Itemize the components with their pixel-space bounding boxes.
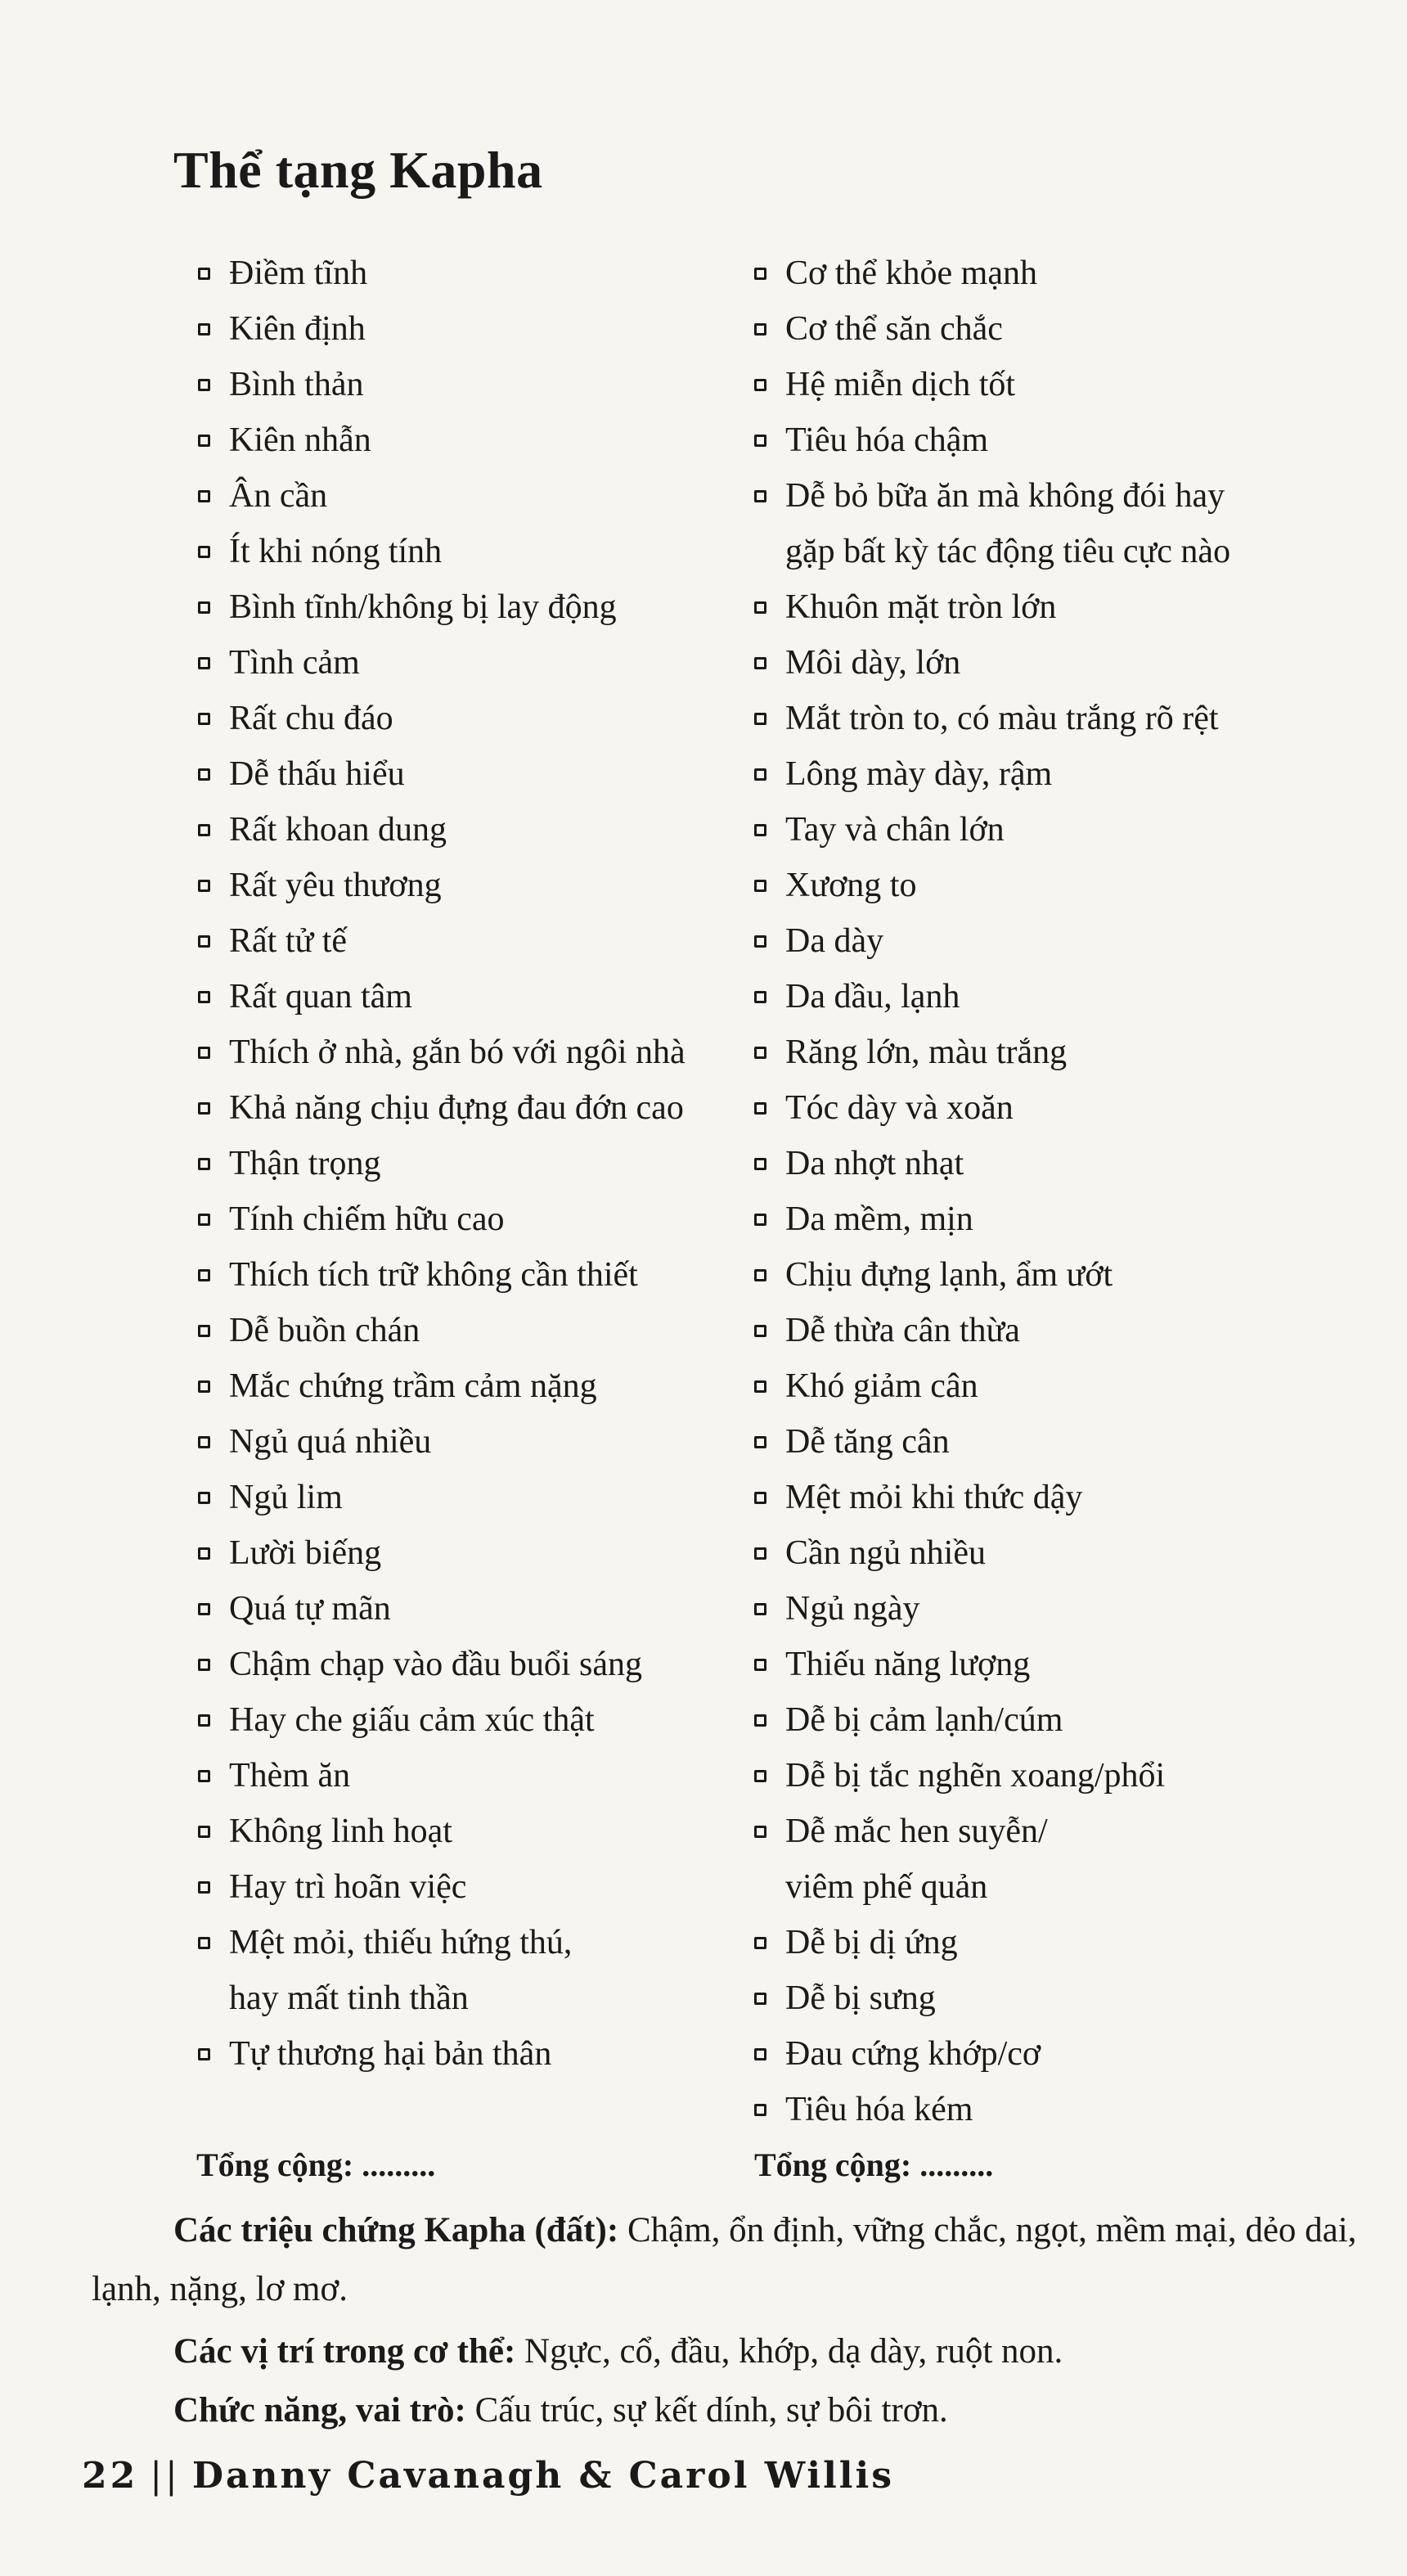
- left-checklist-item: [196, 468, 736, 524]
- checkbox-icon[interactable]: [198, 601, 210, 614]
- checklist-item-label: Dễ tăng cân: [785, 1423, 950, 1461]
- checklist-item-label: Điềm tĩnh: [229, 254, 368, 292]
- checklist-item-label: Dễ thấu hiểu: [229, 755, 405, 793]
- left-checklist-item: [196, 1025, 736, 1080]
- right-checklist-item: [753, 1915, 1325, 1970]
- checklist-item-label: Dễ bỏ bữa ăn mà không đói hay: [785, 477, 1225, 515]
- checkbox-icon[interactable]: [754, 1770, 766, 1782]
- checkbox-icon[interactable]: [754, 1158, 766, 1170]
- checklist-item-label: gặp bất kỳ tác động tiêu cực nào: [785, 533, 1231, 570]
- checklist-item-label: Thèm ăn: [229, 1757, 351, 1795]
- checkbox-icon[interactable]: [198, 379, 210, 391]
- right-checklist-item: [753, 2026, 1325, 2082]
- checklist-item-label: Kiên định: [229, 310, 366, 348]
- checkbox-icon[interactable]: [198, 1881, 210, 1894]
- left-checklist-item: [196, 1859, 736, 1915]
- checkbox-icon[interactable]: [198, 1102, 210, 1115]
- checklist-item-label: viêm phế quản: [785, 1868, 988, 1906]
- left-checklist-item: [196, 1970, 736, 2026]
- checkbox-icon[interactable]: [198, 1047, 210, 1059]
- checkbox-icon[interactable]: [754, 379, 766, 391]
- checklist-item-label: Da mềm, mịn: [785, 1200, 973, 1238]
- checkbox-icon[interactable]: [754, 601, 766, 614]
- checkbox-icon[interactable]: [754, 1937, 766, 1949]
- checkbox-icon[interactable]: [754, 1102, 766, 1115]
- checkbox-icon[interactable]: [754, 1269, 766, 1281]
- checkbox-icon[interactable]: [754, 935, 766, 948]
- checkbox-icon[interactable]: [754, 2048, 766, 2060]
- checkbox-icon[interactable]: [754, 2104, 766, 2116]
- checkbox-icon[interactable]: [754, 657, 766, 669]
- checklist-item-label: Thích tích trữ không cần thiết: [229, 1256, 638, 1294]
- checklist-item-label: Bình tĩnh/không bị lay động: [229, 588, 617, 626]
- right-checklist-item: [753, 524, 1325, 579]
- checklist-item-label: Kiên nhẫn: [229, 421, 371, 459]
- body-locations-label: Các vị trí trong cơ thể:: [173, 2332, 516, 2371]
- checkbox-icon[interactable]: [754, 1492, 766, 1504]
- body-locations-text: Ngực, cổ, đầu, khớp, dạ dày, ruột non.: [515, 2332, 1063, 2371]
- checklist-item-label: Ngủ ngày: [785, 1590, 920, 1628]
- checklist-item-label: Tình cảm: [229, 644, 360, 682]
- checklist-item-label: Quá tự mãn: [229, 1590, 391, 1628]
- checklist-item-label: Hay trì hoãn việc: [229, 1868, 467, 1906]
- checkbox-icon[interactable]: [198, 657, 210, 669]
- checklist-item-label: Dễ buồn chán: [229, 1312, 420, 1349]
- checklist-item-label: Khuôn mặt tròn lớn: [785, 588, 1057, 626]
- checklist-item-label: Khả năng chịu đựng đau đớn cao: [229, 1089, 684, 1127]
- right-checklist-item: [753, 579, 1325, 635]
- right-checklist-item: [753, 2082, 1325, 2137]
- checkbox-icon[interactable]: [754, 880, 766, 892]
- right-checklist-item: [753, 1859, 1325, 1915]
- checklist-item-label: Rất chu đáo: [229, 700, 393, 737]
- checklist-item-label: Mệt mỏi, thiếu hứng thú,: [229, 1924, 573, 1961]
- left-checklist-item: [196, 1080, 736, 1136]
- checklist-item-label: Da dày: [785, 922, 884, 960]
- checkbox-icon[interactable]: [754, 435, 766, 447]
- right-checklist-item: [753, 301, 1325, 357]
- checklist-item-label: Da dầu, lạnh: [785, 978, 960, 1016]
- checklist-item-label: Dễ bị tắc nghẽn xoang/phổi: [785, 1757, 1166, 1795]
- left-checklist-item: [196, 579, 736, 635]
- checkbox-icon[interactable]: [198, 1826, 210, 1838]
- right-checklist-item: [753, 245, 1325, 301]
- function-text: Cấu trúc, sự kết dính, sự bôi trơn.: [465, 2391, 948, 2430]
- checkbox-icon[interactable]: [198, 880, 210, 892]
- checkbox-icon[interactable]: [198, 435, 210, 447]
- checkbox-icon[interactable]: [198, 1770, 210, 1782]
- checklist-item-label: Cần ngủ nhiều: [785, 1534, 986, 1572]
- left-checklist-item: [196, 2026, 736, 2082]
- right-checklist-item: [753, 1748, 1325, 1804]
- checklist-item-label: Ít khi nóng tính: [229, 533, 443, 570]
- kapha-symptoms-text: Chậm, ổn định, vững chắc, ngọt, mềm mại, dẻo dai, lạnh, nặng, lơ mơ.: [92, 2211, 1357, 2308]
- right-checklist-item: [753, 1414, 1325, 1470]
- left-checklist-item: [196, 1414, 736, 1470]
- checklist-item-label: Mắt tròn to, có màu trắng rõ rệt: [785, 700, 1219, 737]
- right-checklist-item: [753, 1191, 1325, 1247]
- checkbox-icon[interactable]: [754, 268, 766, 280]
- checklist-item-label: Rất quan tâm: [229, 978, 412, 1016]
- checkbox-icon[interactable]: [198, 824, 210, 836]
- left-checklist-item: [196, 357, 736, 412]
- left-checklist-item: [196, 635, 736, 691]
- checklist-item-label: Dễ bị dị ứng: [785, 1924, 958, 1961]
- right-checklist-item: [753, 1637, 1325, 1692]
- left-checklist-item: [196, 746, 736, 802]
- left-checklist-item: [196, 1692, 736, 1748]
- checkbox-icon[interactable]: [198, 1325, 210, 1337]
- left-checklist-item: [196, 1581, 736, 1637]
- checkbox-icon[interactable]: [198, 490, 210, 502]
- right-checklist-item: [753, 1804, 1325, 1859]
- checklist-item-label: Không linh hoạt: [229, 1813, 452, 1850]
- total-left: Tổng cộng: .........: [196, 2146, 436, 2183]
- checklist-item-label: Cơ thể săn chắc: [785, 310, 1003, 348]
- checklist-item-label: Hay che giấu cảm xúc thật: [229, 1701, 595, 1739]
- right-checklist-item: [753, 691, 1325, 746]
- left-checklist-item: [196, 1247, 736, 1303]
- page-number: 22: [82, 2455, 139, 2497]
- checklist-item-label: Cơ thể khỏe mạnh: [785, 254, 1037, 292]
- checkbox-icon[interactable]: [754, 490, 766, 502]
- right-checklist-item: [753, 412, 1325, 468]
- footer-separator: ||: [150, 2455, 181, 2497]
- checkbox-icon[interactable]: [198, 1714, 210, 1727]
- checkbox-icon[interactable]: [754, 1047, 766, 1059]
- left-checklist-item: [196, 858, 736, 913]
- checkbox-icon[interactable]: [754, 323, 766, 336]
- right-checklist-item: [753, 1581, 1325, 1637]
- checklist-left: [196, 245, 736, 2082]
- function-label: Chức năng, vai trò:: [173, 2391, 466, 2430]
- left-checklist-item: [196, 1303, 736, 1358]
- left-checklist-item: [196, 245, 736, 301]
- checkbox-icon[interactable]: [754, 1380, 766, 1393]
- checkbox-icon[interactable]: [754, 713, 766, 725]
- checklist-item-label: Tính chiếm hữu cao: [229, 1200, 505, 1238]
- checkbox-icon[interactable]: [754, 1993, 766, 2005]
- checklist-item-label: Tiêu hóa chậm: [785, 421, 989, 459]
- checkbox-icon[interactable]: [754, 991, 766, 1003]
- checkbox-icon[interactable]: [198, 1214, 210, 1226]
- checkbox-icon[interactable]: [198, 1492, 210, 1504]
- right-checklist-item: [753, 1247, 1325, 1303]
- left-checklist-item: [196, 1470, 736, 1525]
- total-right: Tổng cộng: .........: [754, 2146, 994, 2183]
- checklist-item-label: Da nhợt nhạt: [785, 1145, 964, 1182]
- checkbox-icon[interactable]: [754, 1659, 766, 1671]
- checklist-item-label: Tóc dày và xoăn: [785, 1089, 1014, 1127]
- checkbox-icon[interactable]: [754, 1547, 766, 1560]
- left-checklist-item: [196, 412, 736, 468]
- right-checklist-item: [753, 802, 1325, 858]
- checkbox-icon[interactable]: [754, 1826, 766, 1838]
- checklist-item-label: Dễ bị sưng: [785, 1979, 936, 2017]
- checklist-item-label: Xương to: [785, 867, 917, 904]
- left-checklist-item: [196, 969, 736, 1025]
- checklist-item-label: Rất yêu thương: [229, 867, 442, 904]
- checklist-item-label: Mệt mỏi khi thức dậy: [785, 1479, 1083, 1516]
- checklist-item-label: Lông mày dày, rậm: [785, 755, 1053, 793]
- checklist-item-label: Lười biếng: [229, 1534, 382, 1572]
- checkbox-icon[interactable]: [754, 1714, 766, 1727]
- checkbox-icon[interactable]: [754, 768, 766, 781]
- checklist-item-label: Dễ mắc hen suyễn/: [785, 1813, 1048, 1850]
- right-checklist-item: [753, 969, 1325, 1025]
- checklist-item-label: Mắc chứng trầm cảm nặng: [229, 1367, 597, 1405]
- left-checklist-item: [196, 1748, 736, 1804]
- checklist-item-label: Bình thản: [229, 366, 364, 403]
- function-paragraph: [173, 2381, 1384, 2440]
- checklist-item-label: Dễ thừa cân thừa: [785, 1312, 1020, 1349]
- checklist-item-label: Ngủ lim: [229, 1479, 343, 1516]
- body-locations-paragraph: [173, 2322, 1384, 2381]
- checkbox-icon[interactable]: [198, 991, 210, 1003]
- left-checklist-item: [196, 301, 736, 357]
- checkbox-icon[interactable]: [198, 1547, 210, 1560]
- checkbox-icon[interactable]: [198, 323, 210, 336]
- checklist-item-label: Tự thương hại bản thân: [229, 2035, 552, 2073]
- left-checklist-item: [196, 1915, 736, 1970]
- left-checklist-item: [196, 913, 736, 969]
- left-checklist-item: [196, 524, 736, 579]
- checklist-item-label: Ân cần: [229, 477, 328, 515]
- right-checklist-item: [753, 1692, 1325, 1748]
- left-checklist-item: [196, 1525, 736, 1581]
- right-checklist-item: [753, 746, 1325, 802]
- right-checklist-item: [753, 1470, 1325, 1525]
- checklist-item-label: Thận trọng: [229, 1145, 381, 1182]
- checkbox-icon[interactable]: [754, 824, 766, 836]
- checkbox-icon[interactable]: [198, 1436, 210, 1448]
- checkbox-icon[interactable]: [198, 546, 210, 558]
- right-checklist-item: [753, 357, 1325, 412]
- checklist-right: [753, 245, 1325, 2137]
- page-title: Thể tạng Kapha: [173, 141, 543, 199]
- checklist-item-label: Răng lớn, màu trắng: [785, 1034, 1068, 1071]
- right-checklist-item: [753, 1970, 1325, 2026]
- checkbox-icon[interactable]: [198, 935, 210, 948]
- checkbox-icon[interactable]: [754, 1325, 766, 1337]
- checkbox-icon[interactable]: [198, 1158, 210, 1170]
- right-checklist-item: [753, 1303, 1325, 1358]
- kapha-symptoms-paragraph: [92, 2201, 1384, 2319]
- checklist-item-label: Thích ở nhà, gắn bó với ngôi nhà: [229, 1034, 686, 1071]
- checklist-item-label: Rất tử tế: [229, 922, 348, 960]
- checklist-item-label: Rất khoan dung: [229, 811, 447, 849]
- right-checklist-item: [753, 635, 1325, 691]
- right-checklist-item: [753, 858, 1325, 913]
- checklist-item-label: Chậm chạp vào đầu buổi sáng: [229, 1646, 643, 1683]
- left-checklist-item: [196, 802, 736, 858]
- checkbox-icon[interactable]: [754, 1603, 766, 1615]
- checklist-item-label: Ngủ quá nhiều: [229, 1423, 432, 1461]
- checkbox-icon[interactable]: [198, 1659, 210, 1671]
- kapha-symptoms-label: Các triệu chứng Kapha (đất):: [173, 2211, 619, 2249]
- right-checklist-item: [753, 913, 1325, 969]
- page-footer: [82, 2455, 894, 2497]
- right-checklist-item: [753, 1136, 1325, 1191]
- left-checklist-item: [196, 1358, 736, 1414]
- checkbox-icon[interactable]: [754, 1436, 766, 1448]
- checklist-item-label: Thiếu năng lượng: [785, 1646, 1031, 1683]
- checklist-item-label: Dễ bị cảm lạnh/cúm: [785, 1701, 1063, 1739]
- checkbox-icon[interactable]: [198, 1603, 210, 1615]
- right-checklist-item: [753, 1080, 1325, 1136]
- checkbox-icon[interactable]: [198, 1937, 210, 1949]
- left-checklist-item: [196, 691, 736, 746]
- checkbox-icon[interactable]: [198, 2048, 210, 2060]
- checklist-item-label: Tay và chân lớn: [785, 811, 1005, 849]
- checkbox-icon[interactable]: [198, 1380, 210, 1393]
- checklist-item-label: Tiêu hóa kém: [785, 2091, 973, 2128]
- left-checklist-item: [196, 1804, 736, 1859]
- left-checklist-item: [196, 1637, 736, 1692]
- checkbox-icon[interactable]: [198, 768, 210, 781]
- right-checklist-item: [753, 468, 1325, 524]
- checklist-item-label: Môi dày, lớn: [785, 644, 961, 682]
- checklist-item-label: Hệ miễn dịch tốt: [785, 366, 1016, 403]
- checklist-item-label: hay mất tinh thần: [229, 1979, 469, 2017]
- right-checklist-item: [753, 1025, 1325, 1080]
- checklist-item-label: Đau cứng khớp/cơ: [785, 2035, 1041, 2073]
- checkbox-icon[interactable]: [198, 713, 210, 725]
- left-checklist-item: [196, 1191, 736, 1247]
- checkbox-icon[interactable]: [198, 268, 210, 280]
- footer-authors: Danny Cavanagh & Carol Willis: [191, 2455, 895, 2497]
- checklist-item-label: Khó giảm cân: [785, 1367, 978, 1405]
- right-checklist-item: [753, 1358, 1325, 1414]
- checkbox-icon[interactable]: [198, 1269, 210, 1281]
- right-checklist-item: [753, 1525, 1325, 1581]
- checklist-item-label: Chịu đựng lạnh, ẩm ướt: [785, 1256, 1113, 1294]
- checkbox-icon[interactable]: [754, 1214, 766, 1226]
- left-checklist-item: [196, 1136, 736, 1191]
